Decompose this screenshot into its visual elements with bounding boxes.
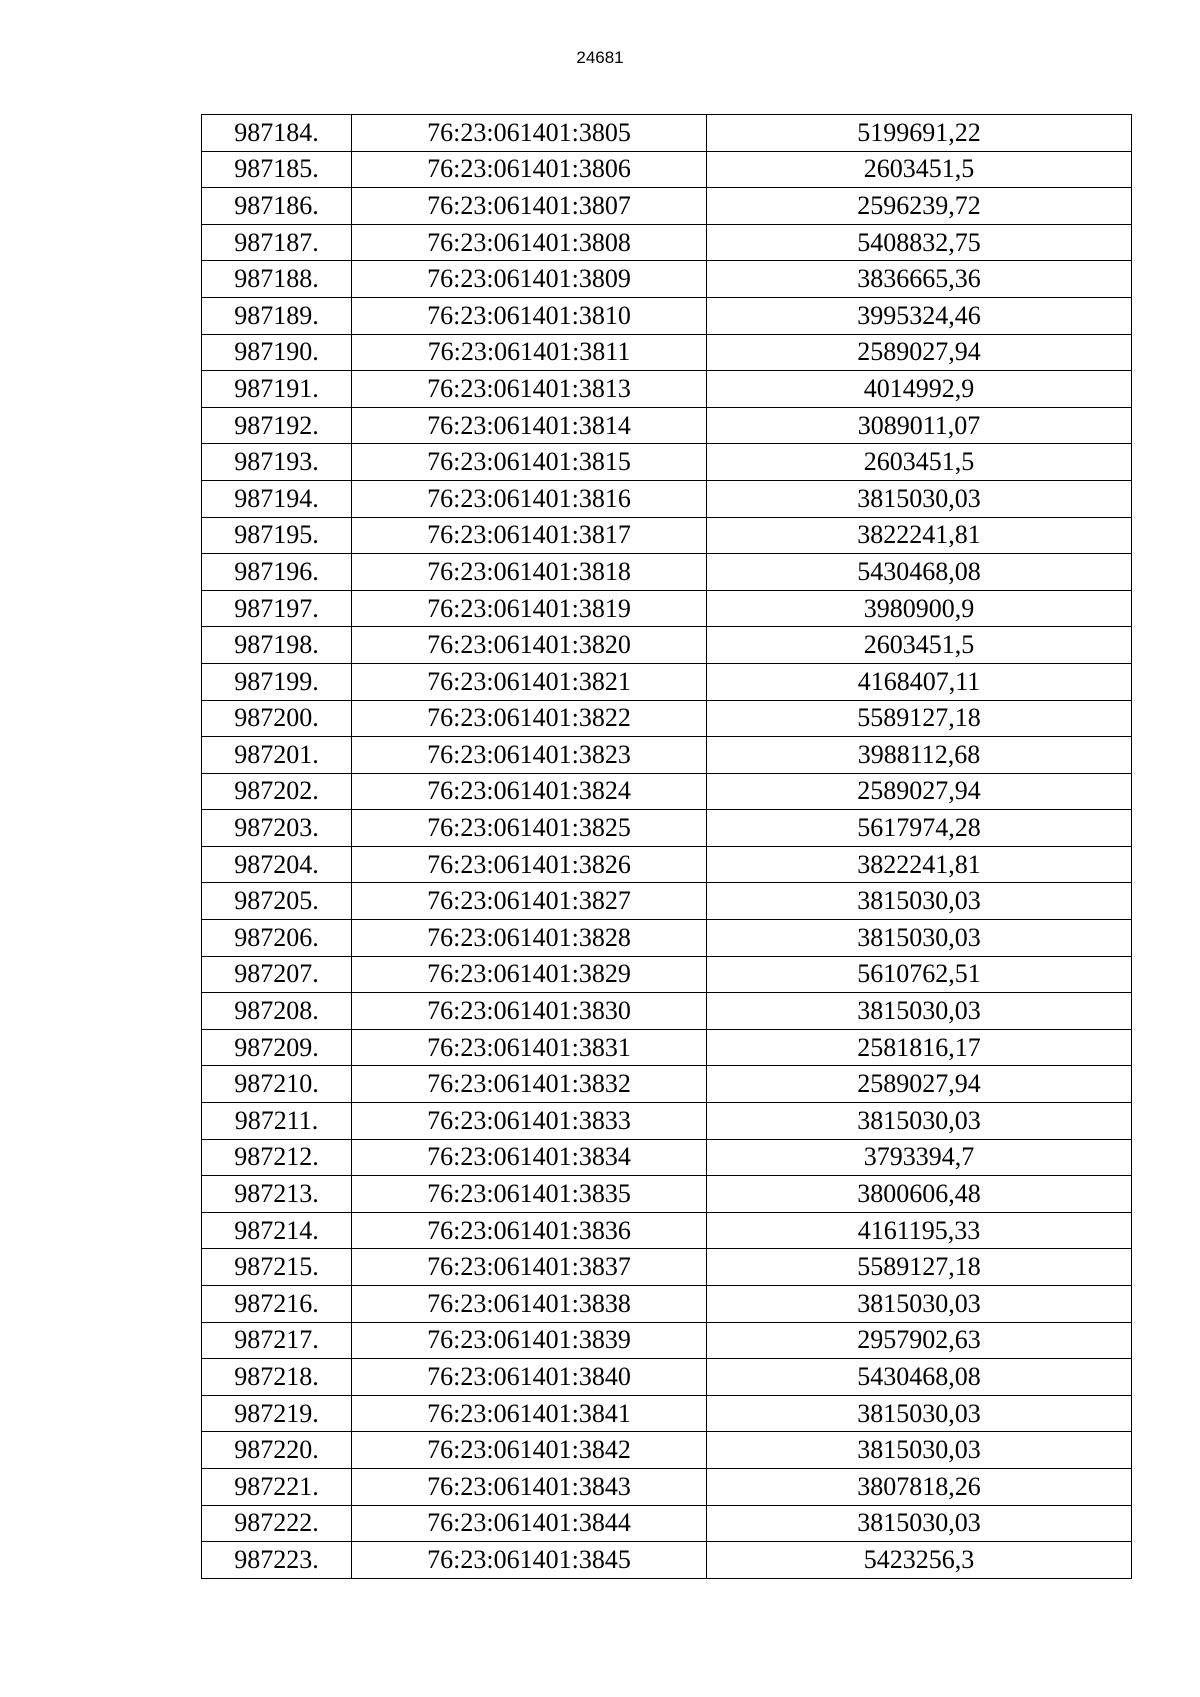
cadastral-number-cell: 76:23:061401:3831: [352, 1029, 707, 1066]
row-number-cell: 987190.: [202, 334, 352, 371]
cadastral-number-cell: 76:23:061401:3817: [352, 517, 707, 554]
cadastral-value-cell: 3980900,9: [707, 590, 1132, 627]
cadastral-number-cell: 76:23:061401:3828: [352, 920, 707, 957]
row-number-cell: 987222.: [202, 1505, 352, 1542]
table-row: [202, 1468, 1132, 1505]
cadastral-value-cell: 3793394,7: [707, 1139, 1132, 1176]
cadastral-value-cell: 4014992,9: [707, 371, 1132, 408]
row-number-cell: 987191.: [202, 371, 352, 408]
cadastral-value-cell: 3089011,07: [707, 407, 1132, 444]
table-row: [202, 480, 1132, 517]
cadastral-value-cell: 3822241,81: [707, 846, 1132, 883]
cadastral-number-cell: 76:23:061401:3813: [352, 371, 707, 408]
table-row: [202, 151, 1132, 188]
row-number-cell: 987187.: [202, 224, 352, 261]
cadastral-value-cell: 5430468,08: [707, 1359, 1132, 1396]
table-row: [202, 1322, 1132, 1359]
table-row: [202, 334, 1132, 371]
cadastral-value-cell: 3988112,68: [707, 737, 1132, 774]
cadastral-number-cell: 76:23:061401:3807: [352, 188, 707, 225]
cadastral-value-cell: 3807818,26: [707, 1468, 1132, 1505]
table-row: [202, 554, 1132, 591]
cadastral-value-cell: 3815030,03: [707, 1505, 1132, 1542]
row-number-cell: 987197.: [202, 590, 352, 627]
row-number-cell: 987218.: [202, 1359, 352, 1396]
cadastral-value-cell: 3815030,03: [707, 1286, 1132, 1323]
row-number-cell: 987199.: [202, 663, 352, 700]
row-number-cell: 987202.: [202, 773, 352, 810]
row-number-cell: 987201.: [202, 737, 352, 774]
row-number-cell: 987209.: [202, 1029, 352, 1066]
row-number-cell: 987198.: [202, 627, 352, 664]
cadastral-number-cell: 76:23:061401:3833: [352, 1103, 707, 1140]
cadastral-number-cell: 76:23:061401:3808: [352, 224, 707, 261]
cadastral-number-cell: 76:23:061401:3814: [352, 407, 707, 444]
cadastral-number-cell: 76:23:061401:3839: [352, 1322, 707, 1359]
cadastral-number-cell: 76:23:061401:3825: [352, 810, 707, 847]
cadastral-number-cell: 76:23:061401:3816: [352, 480, 707, 517]
cadastral-number-cell: 76:23:061401:3818: [352, 554, 707, 591]
cadastral-value-cell: 3815030,03: [707, 993, 1132, 1030]
row-number-cell: 987219.: [202, 1395, 352, 1432]
cadastral-number-cell: 76:23:061401:3841: [352, 1395, 707, 1432]
table-body: [202, 115, 1132, 1579]
cadastral-value-cell: 2589027,94: [707, 773, 1132, 810]
cadastral-number-cell: 76:23:061401:3842: [352, 1432, 707, 1469]
table-row: [202, 371, 1132, 408]
row-number-cell: 987211.: [202, 1103, 352, 1140]
row-number-cell: 987213.: [202, 1176, 352, 1213]
table-row: [202, 993, 1132, 1030]
table-row: [202, 1139, 1132, 1176]
cadastral-number-cell: 76:23:061401:3815: [352, 444, 707, 481]
cadastral-value-cell: 3815030,03: [707, 480, 1132, 517]
cadastral-value-cell: 2957902,63: [707, 1322, 1132, 1359]
row-number-cell: 987212.: [202, 1139, 352, 1176]
cadastral-value-cell: 2596239,72: [707, 188, 1132, 225]
cadastral-number-cell: 76:23:061401:3843: [352, 1468, 707, 1505]
row-number-cell: 987217.: [202, 1322, 352, 1359]
cadastral-value-cell: 3815030,03: [707, 883, 1132, 920]
cadastral-number-cell: 76:23:061401:3827: [352, 883, 707, 920]
table-row: [202, 1359, 1132, 1396]
table-row: [202, 1395, 1132, 1432]
row-number-cell: 987189.: [202, 297, 352, 334]
cadastral-number-cell: 76:23:061401:3844: [352, 1505, 707, 1542]
cadastral-number-cell: 76:23:061401:3809: [352, 261, 707, 298]
table-row: [202, 737, 1132, 774]
table-row: [202, 1066, 1132, 1103]
cadastral-value-table: [201, 114, 1132, 1579]
table-row: [202, 700, 1132, 737]
row-number-cell: 987186.: [202, 188, 352, 225]
page-number: 24681: [576, 48, 624, 67]
row-number-cell: 987216.: [202, 1286, 352, 1323]
cadastral-value-cell: 4168407,11: [707, 663, 1132, 700]
row-number-cell: 987207.: [202, 956, 352, 993]
cadastral-value-cell: 5199691,22: [707, 115, 1132, 152]
table-row: [202, 1029, 1132, 1066]
cadastral-value-cell: 5589127,18: [707, 700, 1132, 737]
table-row: [202, 188, 1132, 225]
table-row: [202, 444, 1132, 481]
cadastral-value-cell: 2603451,5: [707, 444, 1132, 481]
cadastral-number-cell: 76:23:061401:3830: [352, 993, 707, 1030]
table-row: [202, 1212, 1132, 1249]
cadastral-number-cell: 76:23:061401:3834: [352, 1139, 707, 1176]
cadastral-number-cell: 76:23:061401:3822: [352, 700, 707, 737]
row-number-cell: 987220.: [202, 1432, 352, 1469]
cadastral-number-cell: 76:23:061401:3829: [352, 956, 707, 993]
cadastral-number-cell: 76:23:061401:3823: [352, 737, 707, 774]
row-number-cell: 987206.: [202, 920, 352, 957]
cadastral-value-cell: 5589127,18: [707, 1249, 1132, 1286]
cadastral-number-cell: 76:23:061401:3840: [352, 1359, 707, 1396]
table-row: [202, 627, 1132, 664]
table-row: [202, 920, 1132, 957]
row-number-cell: 987223.: [202, 1542, 352, 1579]
cadastral-value-cell: 3815030,03: [707, 1103, 1132, 1140]
cadastral-number-cell: 76:23:061401:3837: [352, 1249, 707, 1286]
table-row: [202, 261, 1132, 298]
row-number-cell: 987221.: [202, 1468, 352, 1505]
row-number-cell: 987205.: [202, 883, 352, 920]
table-row: [202, 297, 1132, 334]
row-number-cell: 987188.: [202, 261, 352, 298]
cadastral-value-cell: 3822241,81: [707, 517, 1132, 554]
cadastral-number-cell: 76:23:061401:3819: [352, 590, 707, 627]
cadastral-number-cell: 76:23:061401:3820: [352, 627, 707, 664]
cadastral-number-cell: 76:23:061401:3811: [352, 334, 707, 371]
cadastral-value-cell: 2603451,5: [707, 151, 1132, 188]
cadastral-value-cell: 3815030,03: [707, 1395, 1132, 1432]
cadastral-number-cell: 76:23:061401:3836: [352, 1212, 707, 1249]
table-row: [202, 663, 1132, 700]
row-number-cell: 987203.: [202, 810, 352, 847]
cadastral-value-cell: 5617974,28: [707, 810, 1132, 847]
cadastral-value-cell: 4161195,33: [707, 1212, 1132, 1249]
table-row: [202, 517, 1132, 554]
row-number-cell: 987215.: [202, 1249, 352, 1286]
cadastral-value-cell: 5430468,08: [707, 554, 1132, 591]
row-number-cell: 987195.: [202, 517, 352, 554]
row-number-cell: 987200.: [202, 700, 352, 737]
cadastral-number-cell: 76:23:061401:3810: [352, 297, 707, 334]
cadastral-number-cell: 76:23:061401:3805: [352, 115, 707, 152]
table-row: [202, 115, 1132, 152]
table-row: [202, 956, 1132, 993]
row-number-cell: 987204.: [202, 846, 352, 883]
cadastral-number-cell: 76:23:061401:3832: [352, 1066, 707, 1103]
cadastral-value-cell: 5408832,75: [707, 224, 1132, 261]
cadastral-value-cell: 3800606,48: [707, 1176, 1132, 1213]
table-row: [202, 1103, 1132, 1140]
row-number-cell: 987192.: [202, 407, 352, 444]
table-row: [202, 846, 1132, 883]
row-number-cell: 987185.: [202, 151, 352, 188]
cadastral-number-cell: 76:23:061401:3821: [352, 663, 707, 700]
cadastral-value-cell: 2589027,94: [707, 1066, 1132, 1103]
table-row: [202, 810, 1132, 847]
row-number-cell: 987210.: [202, 1066, 352, 1103]
cadastral-value-cell: 3815030,03: [707, 920, 1132, 957]
table-row: [202, 1176, 1132, 1213]
cadastral-value-cell: 3995324,46: [707, 297, 1132, 334]
row-number-cell: 987196.: [202, 554, 352, 591]
cadastral-value-cell: 2581816,17: [707, 1029, 1132, 1066]
row-number-cell: 987193.: [202, 444, 352, 481]
cadastral-number-cell: 76:23:061401:3845: [352, 1542, 707, 1579]
cadastral-number-cell: 76:23:061401:3838: [352, 1286, 707, 1323]
table-row: [202, 1286, 1132, 1323]
cadastral-number-cell: 76:23:061401:3835: [352, 1176, 707, 1213]
table-row: [202, 407, 1132, 444]
table-row: [202, 1432, 1132, 1469]
row-number-cell: 987184.: [202, 115, 352, 152]
table-row: [202, 1542, 1132, 1579]
table-row: [202, 590, 1132, 627]
row-number-cell: 987208.: [202, 993, 352, 1030]
row-number-cell: 987194.: [202, 480, 352, 517]
cadastral-value-cell: 5423256,3: [707, 1542, 1132, 1579]
table-row: [202, 883, 1132, 920]
cadastral-number-cell: 76:23:061401:3824: [352, 773, 707, 810]
table-row: [202, 773, 1132, 810]
cadastral-value-cell: 5610762,51: [707, 956, 1132, 993]
cadastral-number-cell: 76:23:061401:3826: [352, 846, 707, 883]
cadastral-value-cell: 3836665,36: [707, 261, 1132, 298]
table-row: [202, 224, 1132, 261]
table-row: [202, 1505, 1132, 1542]
cadastral-number-cell: 76:23:061401:3806: [352, 151, 707, 188]
cadastral-value-cell: 3815030,03: [707, 1432, 1132, 1469]
row-number-cell: 987214.: [202, 1212, 352, 1249]
cadastral-value-cell: 2589027,94: [707, 334, 1132, 371]
cadastral-value-cell: 2603451,5: [707, 627, 1132, 664]
table-row: [202, 1249, 1132, 1286]
